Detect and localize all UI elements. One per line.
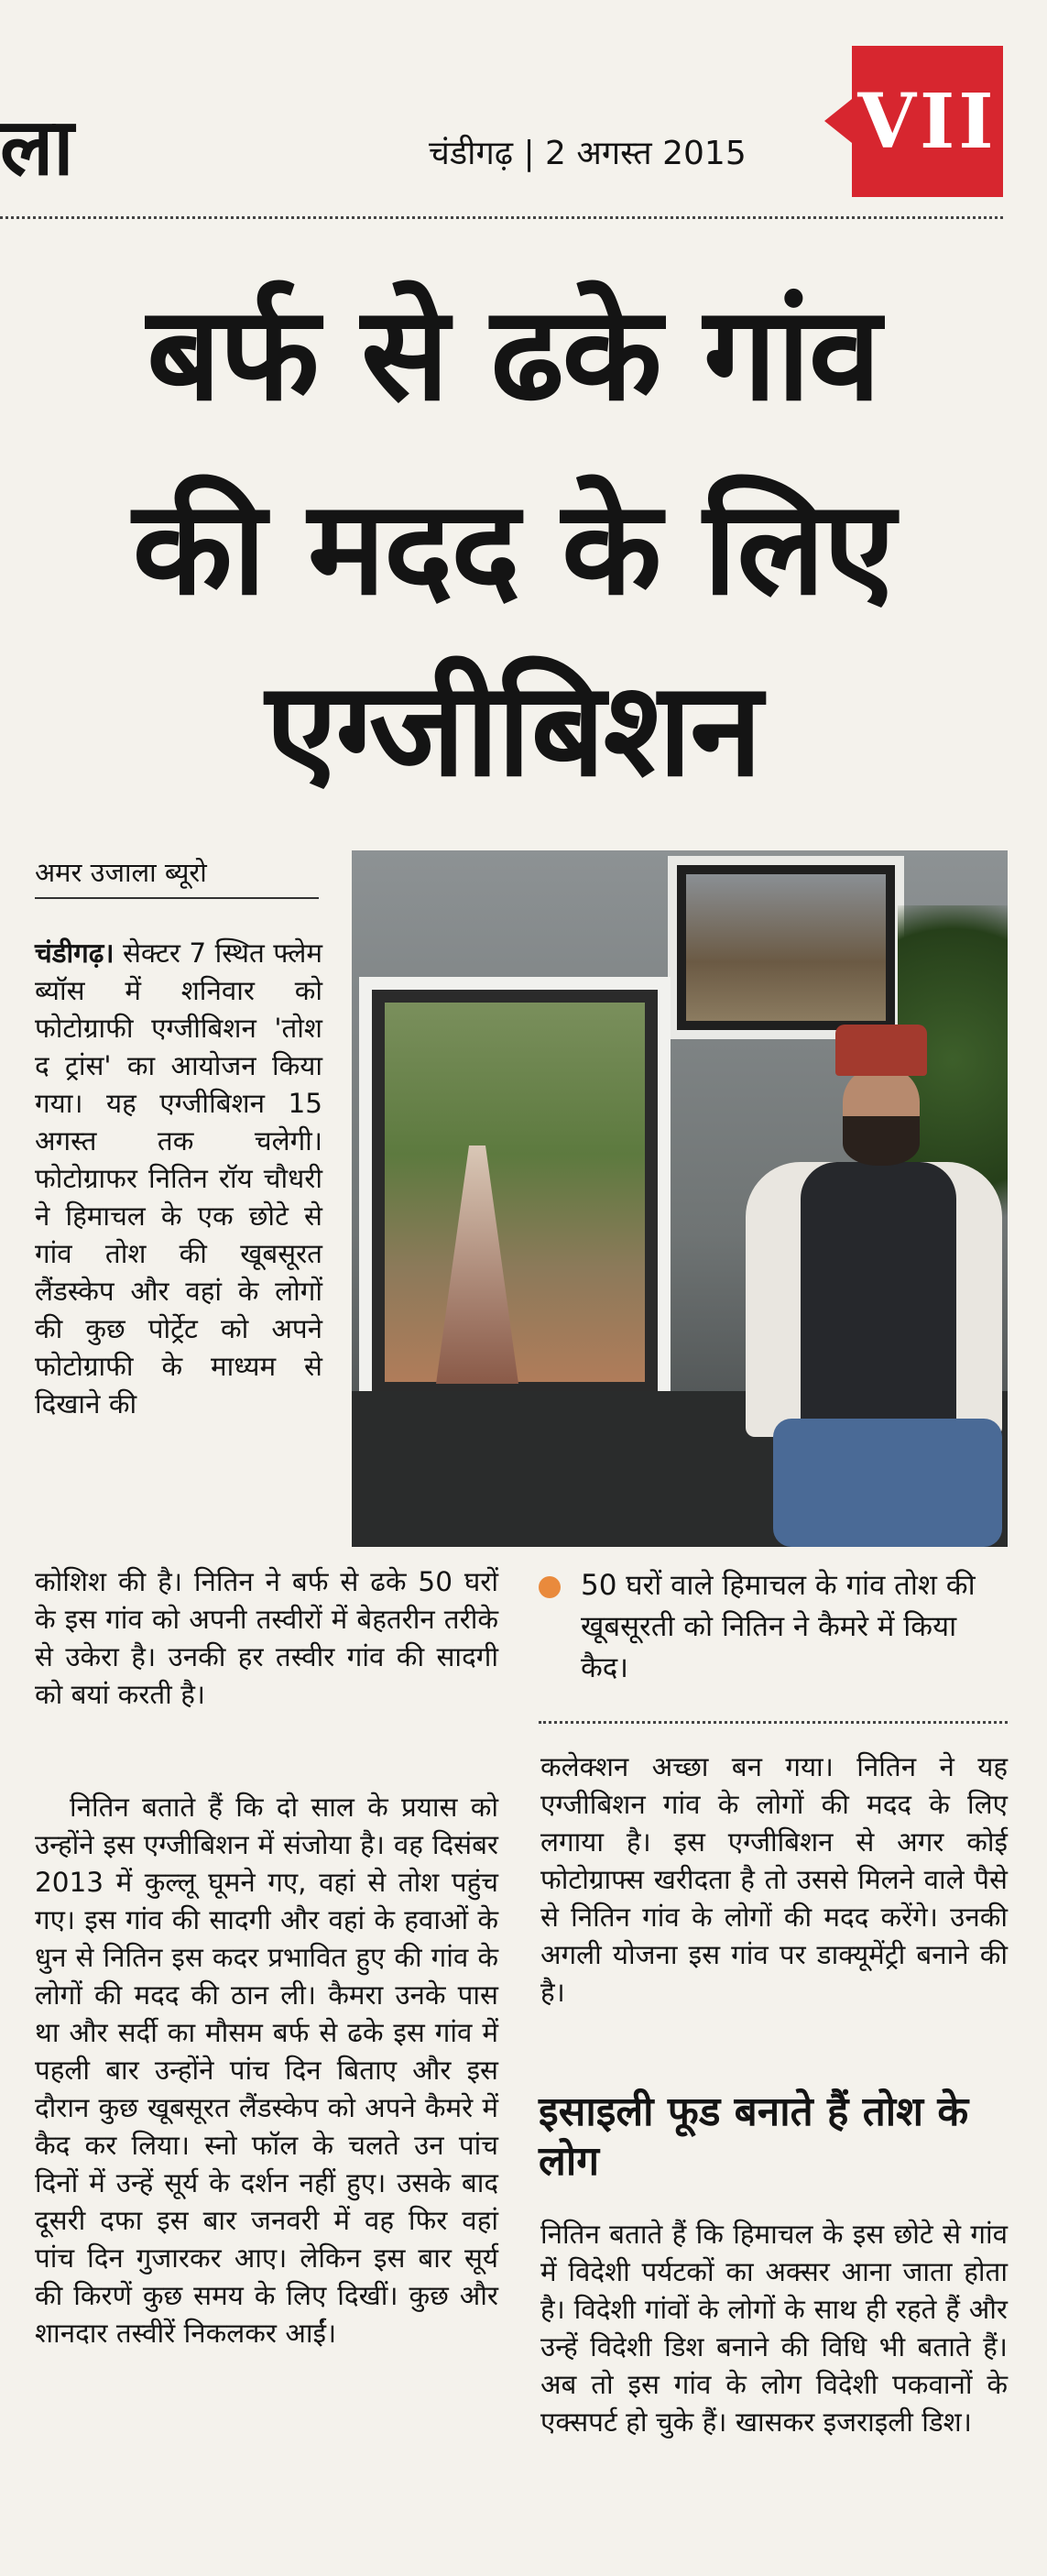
article-lead [35, 935, 322, 1423]
article-lead-continued: कोशिश की है। नितिन ने बर्फ से ढके 50 घरों के इस गांव को अपनी तस्वीरों में बेहतरीन तरीके से उकेरा है। उनकी हर तस्वीर गांव की सादगी को बयां करती है। [35, 1566, 498, 1710]
article-paragraph-4: नितिन बताते हैं कि हिमाचल के इस छोटे से गांव में विदेशी पर्यटकों का अक्सर आना जाता होता है। विदेशी गांवों के लोगों के साथ ही रहते हैं और उन्हें विदेशी डिश बनाने की विधि भी बताते हैं। अब तो इस गांव के लोग विदेशी पकवानों के एक्सपर्ट हो चुके हैं। खासकर इजराइली डिश। [540, 2219, 1008, 2438]
page-number-badge: VII [852, 46, 1003, 197]
lead-text: सेक्टर 7 स्थित फ्लेम ब्यॉस में शनिवार को फोटोग्राफी एग्जीबिशन 'तोश द ट्रांस' का आयोजन किया गया। यह एग्जीबिशन 15 अगस्त तक चलेगी। फोटोग्राफर नितिन रॉय चौधरी ने हिमाचल के एक छोटे से गांव तोश की खूबसूरत लैंडस्केप और वहां के लोगों की कुछ पोर्ट्रेट को अपने फोटोग्राफी के माध्यम से दिखाने की [35, 937, 322, 1420]
masthead-fragment: ला [0, 102, 72, 193]
headline-line-3: एग्जीबिशन [265, 654, 761, 806]
dateline-separator: | [523, 135, 535, 172]
lead-place: चंडीगढ़। [35, 937, 115, 969]
article-photo [352, 850, 1008, 1547]
top-divider [0, 216, 1003, 219]
framed-photo-small [668, 856, 904, 1039]
article-paragraph-3: कलेक्शन अच्छा बन गया। नितिन ने यह एग्जीबिशन गांव के लोगों की मदद के लिए लगाया है। इस एग्जीबिशन से अगर कोई फोटोग्राफ्स खरीदता है तो उससे मिलने वाले पैसे से नितिन गांव के लोगों की मदद करेंगे। उनकी अगली योजना इस गांव पर डाक्यूमेंट्री बनाने की है। [540, 1751, 1008, 2008]
headline-line-1: बर्फ से ढके गांव [147, 279, 879, 430]
dateline-city: चंडीगढ़ [429, 135, 513, 172]
photographer-figure [736, 1025, 1002, 1547]
framed-photo-bridge [359, 977, 671, 1408]
article-paragraph-2: नितिन बताते हैं कि दो साल के प्रयास को उन्होंने इस एग्जीबिशन में संजोया है। वह दिसंबर 2013 में कुल्लू घूमने गए, वहां से तोश पहुंच गए। इस गांव की सादगी और वहां के हवाओं के धुन से नितिन इस कदर प्रभावित हुए की गांव के लोगों की मदद की ठान ली। कैमरा उनके पास था और सर्दी का मौसम बर्फ से ढके इस गांव में पहली बार उन्होंने पांच दिन बिताए और इस दौरान कुछ खूबसूरत लैंडस्केप को अपने कैमरे में कैद कर लिया। स्नो फॉल के चलते उन पांच दिनों में उन्हें सूर्य के दर्शन नहीं हुए। उसके बाद दूसरी दफा इस बार जनवरी में वह फिर वहां पांच दिन गुजारकर आए। लेकिन इस बार सूर्य की किरणें कुछ समय के लिए दिखीं। कुछ और शानदार तस्वीरें निकलकर आईं। [35, 1792, 498, 2349]
article-subhead: इसाइली फूड बनाते हैं तोश के लोग [539, 2088, 969, 2185]
headline-line-2: की मदद के लिए [132, 473, 894, 624]
photo-caption-text: 50 घरों वाले हिमाचल के गांव तोश की खूबसूरती को नितिन ने कैमरे में किया कैद। [581, 1569, 976, 1684]
caption-bullet-icon [539, 1576, 561, 1598]
himachali-cap [835, 1025, 927, 1076]
photo-caption [539, 1565, 997, 1689]
byline: अमर उजाला ब्यूरो [35, 854, 319, 899]
caption-divider [539, 1721, 1008, 1724]
dateline [429, 137, 747, 170]
dateline-date: 2 अगस्त 2015 [545, 135, 747, 172]
